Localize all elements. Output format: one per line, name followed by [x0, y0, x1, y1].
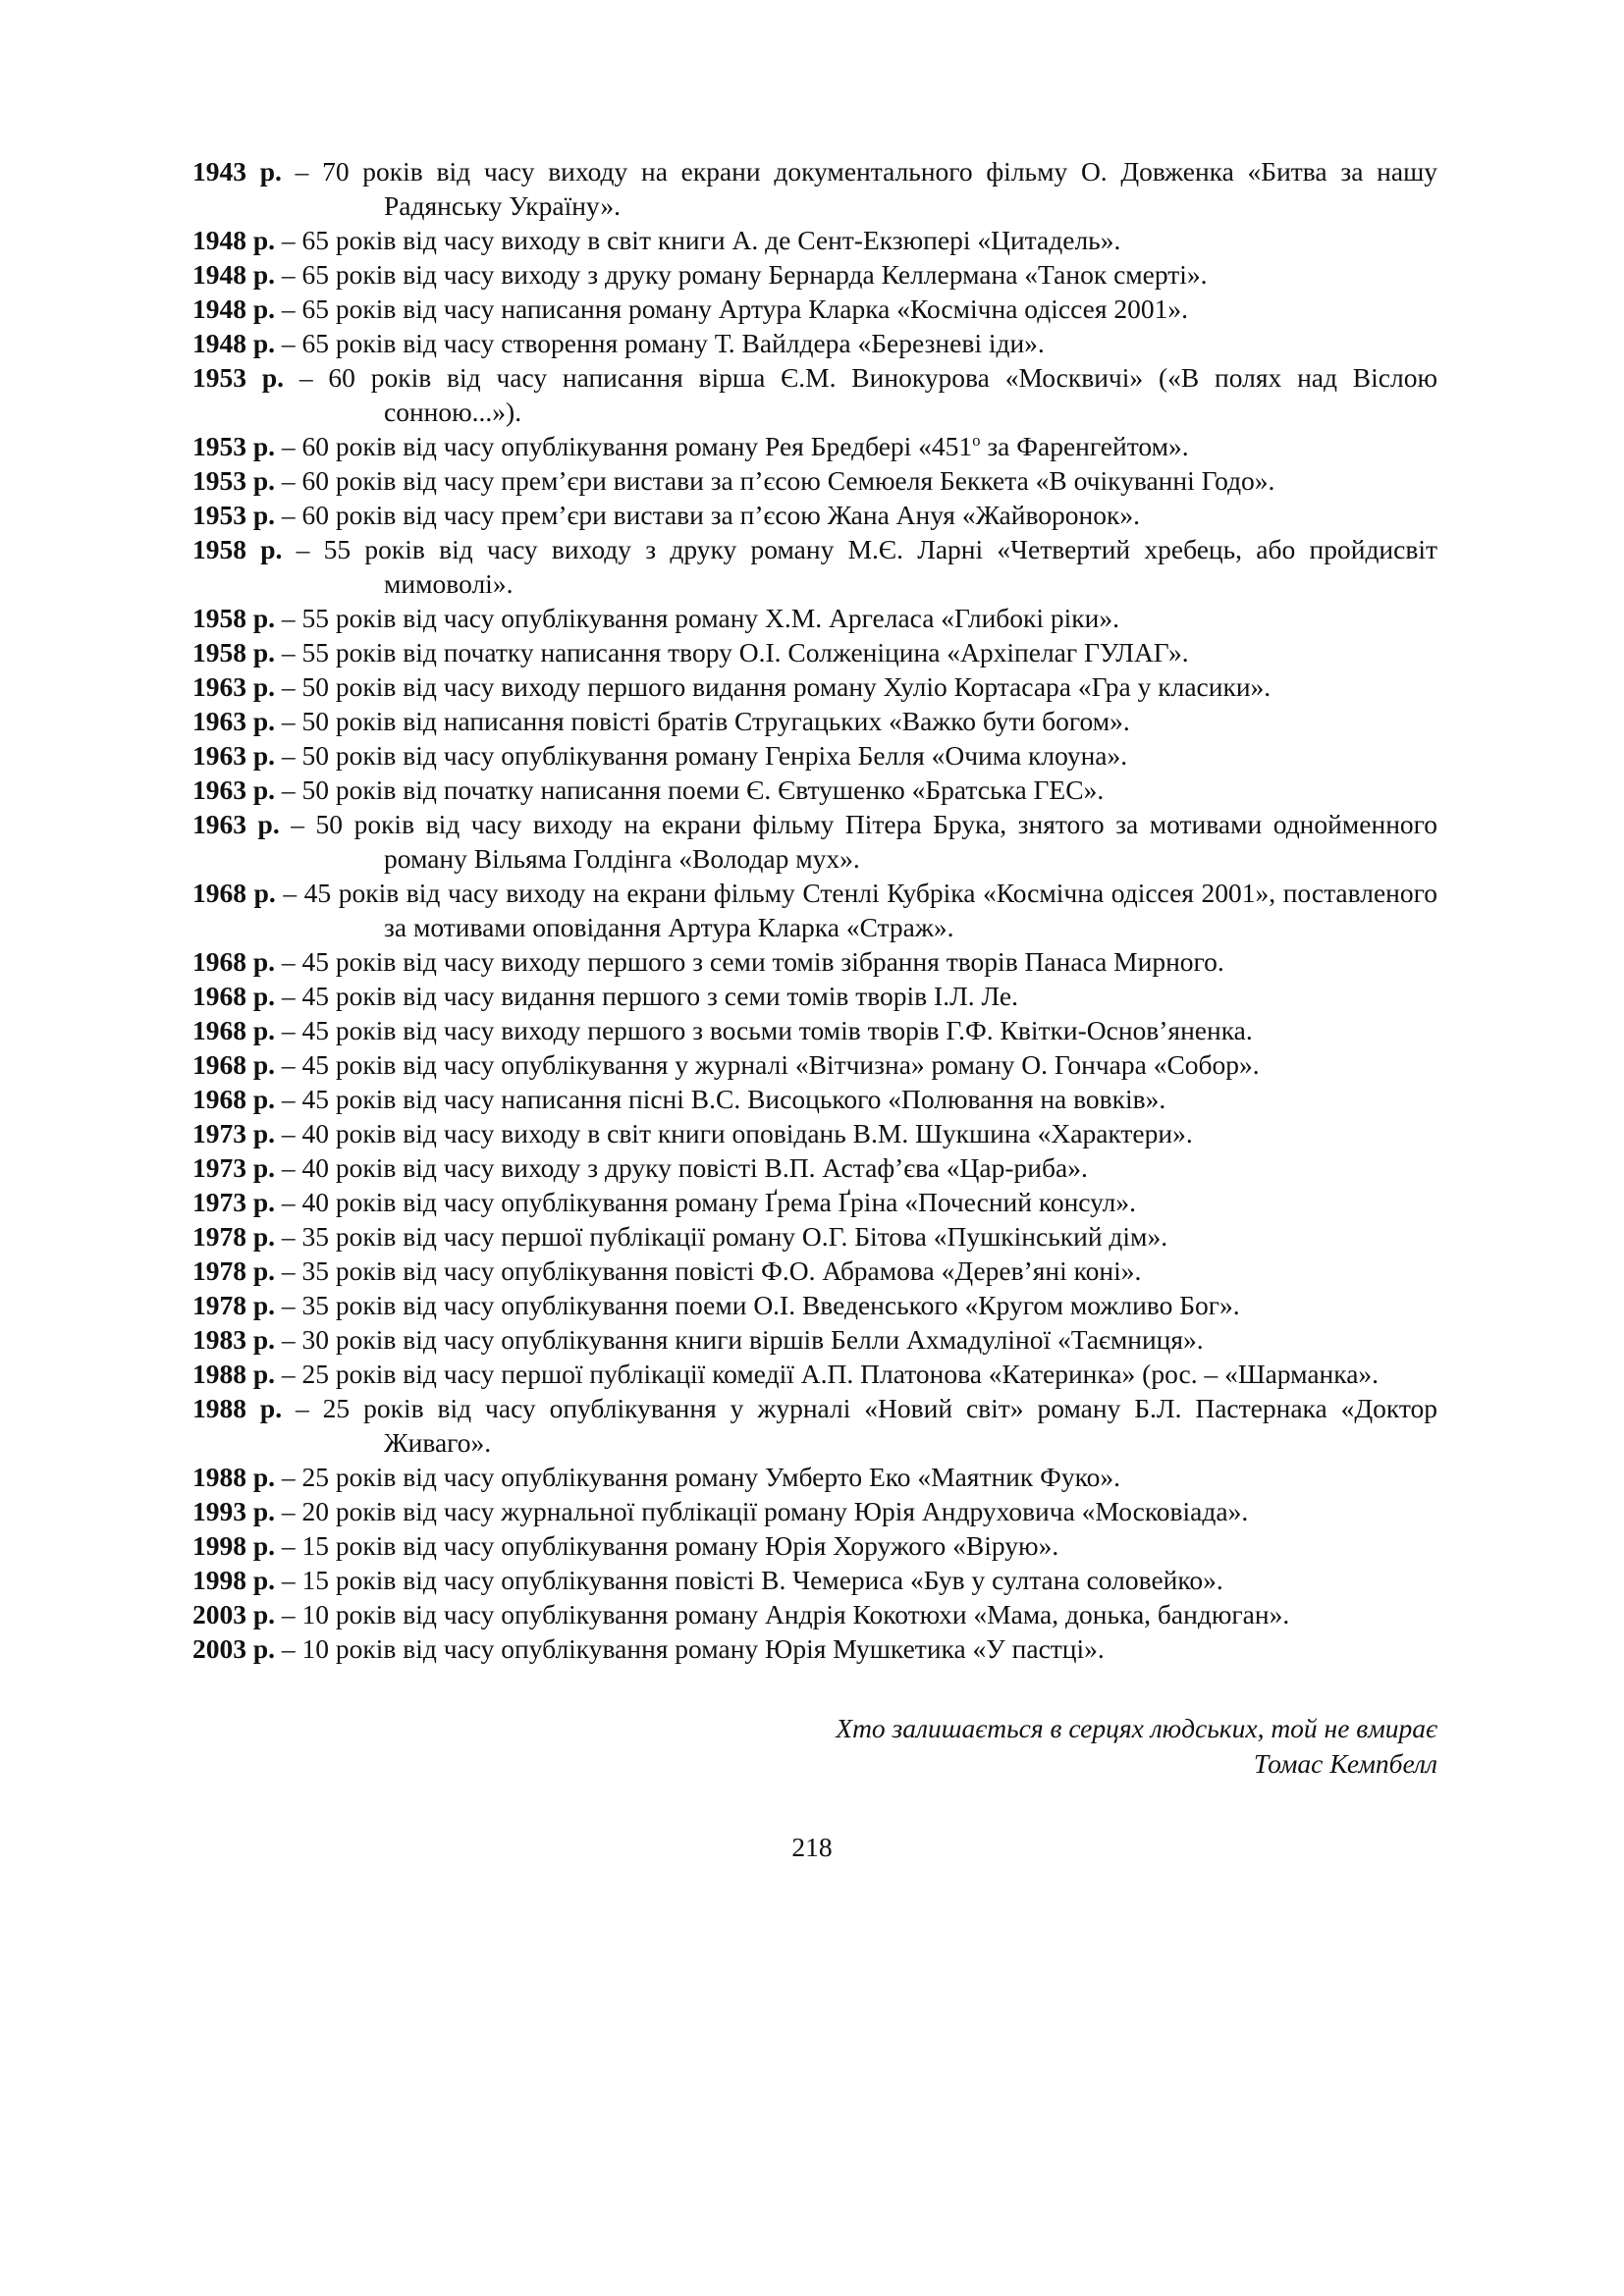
- anniversary-entry: [192, 773, 1437, 807]
- entry-year: 1968 р.: [192, 1084, 276, 1114]
- anniversary-entry: [192, 1288, 1437, 1322]
- anniversary-entry: [192, 669, 1437, 704]
- entry-text: – 60 років від часу прем’єри вистави за п’єсою Семюеля Беккета «В очікуванні Годо».: [275, 465, 1275, 496]
- anniversary-entry: [192, 1563, 1437, 1597]
- entry-text: – 50 років від часу опублікування роману Генріха Белля «Очима клоуна».: [275, 740, 1128, 771]
- entry-year: 1953 р.: [192, 362, 284, 393]
- entry-text-continued: за Фаренгейтом».: [980, 431, 1189, 461]
- entry-year: 1953 р.: [192, 500, 276, 530]
- page-number: 218: [791, 1832, 833, 1862]
- entry-year: 2003 р.: [192, 1633, 276, 1664]
- anniversary-entry: [192, 876, 1437, 944]
- entry-text: – 50 років від часу виходу першого видання роману Хуліо Кортасара «Гра у класики».: [275, 671, 1272, 702]
- entry-year: 1968 р.: [192, 1049, 276, 1080]
- entry-year: 1963 р.: [192, 809, 280, 839]
- anniversary-entry: [192, 1082, 1437, 1116]
- anniversary-entry: [192, 704, 1437, 738]
- entry-year: 1948 р.: [192, 259, 276, 290]
- entry-text: – 15 років від часу опублікування роману Юрія Хоружого «Вірую».: [275, 1530, 1059, 1561]
- anniversary-entry: [192, 292, 1437, 326]
- entry-text: – 40 років від часу опублікування роману Ґрема Ґріна «Почесний консул».: [275, 1187, 1137, 1217]
- entry-text: – 25 років від часу першої публікації комедії А.П. Платонова «Катеринка» (рос. – «Шарманка».: [275, 1359, 1380, 1389]
- anniversary-entry: [192, 1150, 1437, 1185]
- entry-text: – 60 років від часу написання вірша Є.М. Винокурова «Москвичі» («В полях над Віслою сонною...»).: [284, 362, 1438, 427]
- entry-year: 1963 р.: [192, 671, 276, 702]
- entry-year: 1973 р.: [192, 1118, 276, 1148]
- anniversary-entry: [192, 1597, 1437, 1631]
- entry-year: 1978 р.: [192, 1255, 276, 1286]
- entry-text: – 30 років від часу опублікування книги віршів Белли Ахмадуліної «Таємниця».: [275, 1324, 1204, 1355]
- entry-text: – 25 років від часу опублікування у журналі «Новий світ» роману Б.Л. Пастернака «Доктор Живаго».: [282, 1393, 1438, 1458]
- entry-text: – 35 років від часу опублікування повісті Ф.О. Абрамова «Дерев’яні коні».: [275, 1255, 1142, 1286]
- entry-text: – 45 років від часу виходу першого з семи томів зібрання творів Панаса Мирного.: [275, 946, 1224, 977]
- entry-text: – 45 років від часу виходу на екрани фільму Стенлі Кубріка «Космічна одіссея 2001», поставленого за мотивами оповідання Артура Кларка «Страж».: [275, 878, 1437, 942]
- anniversary-entry: [192, 635, 1437, 669]
- entry-year: 1983 р.: [192, 1324, 276, 1355]
- entry-superscript: о: [972, 430, 981, 450]
- entry-year: 1953 р.: [192, 465, 276, 496]
- anniversary-entry: [192, 944, 1437, 979]
- entry-text: – 65 років від часу виходу з друку роману Бернарда Келлермана «Танок смерті».: [275, 259, 1208, 290]
- entry-text: – 35 років від часу опублікування поеми О.І. Введенського «Кругом можливо Бог».: [275, 1290, 1240, 1320]
- entry-year: 1988 р.: [192, 1393, 283, 1423]
- entry-year: 1963 р.: [192, 774, 276, 805]
- anniversary-entry: [192, 498, 1437, 532]
- entry-year: 1988 р.: [192, 1359, 276, 1389]
- anniversary-entry: [192, 429, 1437, 463]
- entry-year: 1973 р.: [192, 1152, 276, 1183]
- entry-text: – 35 років від часу першої публікації роману О.Г. Бітова «Пушкінський дім».: [275, 1221, 1168, 1252]
- entry-year: 1968 р.: [192, 1015, 276, 1045]
- anniversary-entry: [192, 1254, 1437, 1288]
- entry-text: – 45 років від часу написання пісні В.С. Висоцького «Полювання на вовків».: [275, 1084, 1166, 1114]
- entry-text: – 40 років від часу виходу з друку повісті В.П. Астаф’єва «Цар-риба».: [275, 1152, 1088, 1183]
- entry-year: 1993 р.: [192, 1496, 276, 1526]
- epigraph-quote: Хто залишається в серцях людських, той не вмирає: [836, 1713, 1437, 1743]
- anniversary-entry: [192, 223, 1437, 257]
- entry-text: – 65 років від часу створення роману Т. Вайлдера «Березневі іди».: [275, 328, 1045, 358]
- entry-text: – 15 років від часу опублікування повісті В. Чемериса «Був у султана соловейко».: [275, 1565, 1223, 1595]
- anniversary-entry: [192, 807, 1437, 876]
- entry-text: – 60 років від часу опублікування роману Рея Бредбері «451: [275, 431, 973, 461]
- entry-year: 1958 р.: [192, 603, 276, 633]
- entry-year: 1958 р.: [192, 534, 283, 564]
- entry-text: – 45 років від часу опублікування у журналі «Вітчизна» роману О. Гончара «Собор».: [275, 1049, 1260, 1080]
- anniversary-entry: [192, 738, 1437, 773]
- entry-year: 1973 р.: [192, 1187, 276, 1217]
- anniversary-entry: [192, 1185, 1437, 1219]
- anniversary-entry: [192, 1528, 1437, 1563]
- entry-text: – 45 років від часу виходу першого з восьми томів творів Г.Ф. Квітки-Основ’яненка.: [275, 1015, 1253, 1045]
- anniversary-entry: [192, 1494, 1437, 1528]
- entry-year: 1963 р.: [192, 740, 276, 771]
- entry-text: – 25 років від часу опублікування роману Умберто Еко «Маятник Фуко».: [275, 1462, 1120, 1492]
- anniversary-entry: [192, 463, 1437, 498]
- entry-text: – 55 років від початку написання твору О.І. Солженіцина «Архіпелаг ГУЛАГ».: [275, 637, 1189, 667]
- anniversary-entry: [192, 532, 1437, 601]
- anniversary-entry: [192, 1322, 1437, 1357]
- entry-year: 1988 р.: [192, 1462, 276, 1492]
- document-page: [192, 154, 1437, 1782]
- anniversary-entry: [192, 257, 1437, 292]
- entry-text: – 50 років від часу виходу на екрани фільму Пітера Брука, знятого за мотивами однойменного роману Вільяма Голдінга «Володар мух».: [279, 809, 1438, 874]
- entry-year: 1958 р.: [192, 637, 276, 667]
- entry-text: – 50 років від початку написання поеми Є. Євтушенко «Братська ГЕС».: [275, 774, 1105, 805]
- anniversary-entry: [192, 1047, 1437, 1082]
- anniversary-entry: [192, 1460, 1437, 1494]
- anniversary-entry: [192, 1391, 1437, 1460]
- anniversary-entry: [192, 1013, 1437, 1047]
- epigraph-author: Томас Кемпбелл: [1253, 1748, 1437, 1779]
- entry-text: – 70 років від часу виходу на екрани документального фільму О. Довженка «Битва за нашу Радянську Україну».: [281, 156, 1437, 221]
- entry-year: 1953 р.: [192, 431, 276, 461]
- entry-year: 1948 р.: [192, 328, 276, 358]
- entry-year: 1978 р.: [192, 1221, 276, 1252]
- entry-text: – 60 років від часу прем’єри вистави за п’єсою Жана Ануя «Жайворонок».: [275, 500, 1140, 530]
- anniversary-entry: [192, 1357, 1437, 1391]
- entry-year: 1998 р.: [192, 1565, 276, 1595]
- epigraph: [192, 1711, 1437, 1782]
- entry-year: 1948 р.: [192, 225, 276, 255]
- entry-year: 1998 р.: [192, 1530, 276, 1561]
- anniversary-entry: [192, 154, 1437, 223]
- entry-text: – 10 років від часу опублікування роману Андрія Кокотюхи «Мама, донька, бандюган».: [275, 1599, 1290, 1629]
- entry-year: 1978 р.: [192, 1290, 276, 1320]
- entry-text: – 50 років від написання повісті братів Стругацьких «Важко бути богом».: [275, 706, 1130, 736]
- anniversary-list: [192, 154, 1437, 1666]
- entry-text: – 20 років від часу журнальної публікації роману Юрія Андруховича «Московіада».: [275, 1496, 1249, 1526]
- anniversary-entry: [192, 1631, 1437, 1666]
- entry-year: 1968 р.: [192, 981, 276, 1011]
- entry-text: – 65 років від часу написання роману Артура Кларка «Космічна одіссея 2001».: [275, 294, 1188, 324]
- entry-text: – 65 років від часу виходу в світ книги А. де Сент-Екзюпері «Цитадель».: [275, 225, 1121, 255]
- entry-year: 1948 р.: [192, 294, 276, 324]
- entry-text: – 55 років від часу виходу з друку роману М.Є. Ларні «Четвертий хребець, або пройдисвіт мимоволі».: [282, 534, 1437, 599]
- entry-text: – 10 років від часу опублікування роману Юрія Мушкетика «У пастці».: [275, 1633, 1105, 1664]
- anniversary-entry: [192, 601, 1437, 635]
- entry-year: 2003 р.: [192, 1599, 276, 1629]
- entry-text: – 40 років від часу виходу в світ книги оповідань В.М. Шукшина «Характери».: [275, 1118, 1193, 1148]
- entry-year: 1968 р.: [192, 878, 276, 908]
- anniversary-entry: [192, 1219, 1437, 1254]
- entry-text: – 45 років від часу видання першого з семи томів творів І.Л. Ле.: [275, 981, 1019, 1011]
- anniversary-entry: [192, 979, 1437, 1013]
- anniversary-entry: [192, 326, 1437, 360]
- entry-text: – 55 років від часу опублікування роману Х.М. Аргеласа «Глибокі ріки».: [275, 603, 1119, 633]
- entry-year: 1943 р.: [192, 156, 282, 187]
- anniversary-entry: [192, 360, 1437, 429]
- entry-year: 1963 р.: [192, 706, 276, 736]
- entry-year: 1968 р.: [192, 946, 276, 977]
- anniversary-entry: [192, 1116, 1437, 1150]
